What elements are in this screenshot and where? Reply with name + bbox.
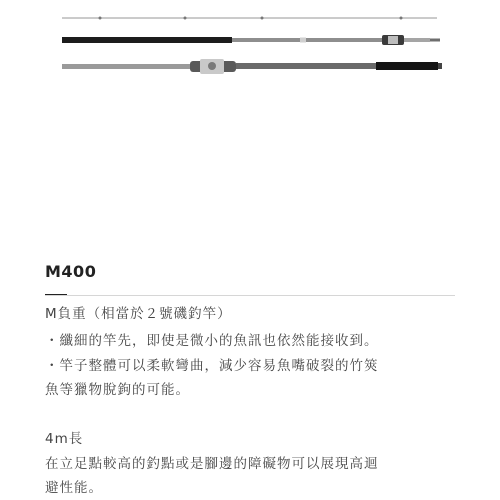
rod-middle <box>62 35 440 45</box>
fishing-rod-image <box>0 0 500 90</box>
feature-line: 魚等獵物脫鉤的可能。 <box>45 382 190 398</box>
spec-line: M負重（相當於２號磯釣竿） <box>45 306 232 322</box>
feature-line: 避性能。 <box>45 480 103 496</box>
section-divider <box>45 295 455 296</box>
length-line: 4m長 <box>45 431 84 447</box>
rod-upper <box>62 17 437 20</box>
product-header <box>45 262 475 296</box>
feature-line: ・纖細的竿先，即使是微小的魚訊也依然能接收到。 <box>45 333 379 349</box>
product-model-title: M400 <box>45 262 97 281</box>
feature-line: 在立足點較高的釣點或是腳邊的障礙物可以展現高迴 <box>45 456 379 472</box>
rod-lower <box>62 59 442 74</box>
feature-line: ・竿子整體可以柔軟彎曲，減少容易魚嘴破裂的竹筴 <box>45 358 379 374</box>
